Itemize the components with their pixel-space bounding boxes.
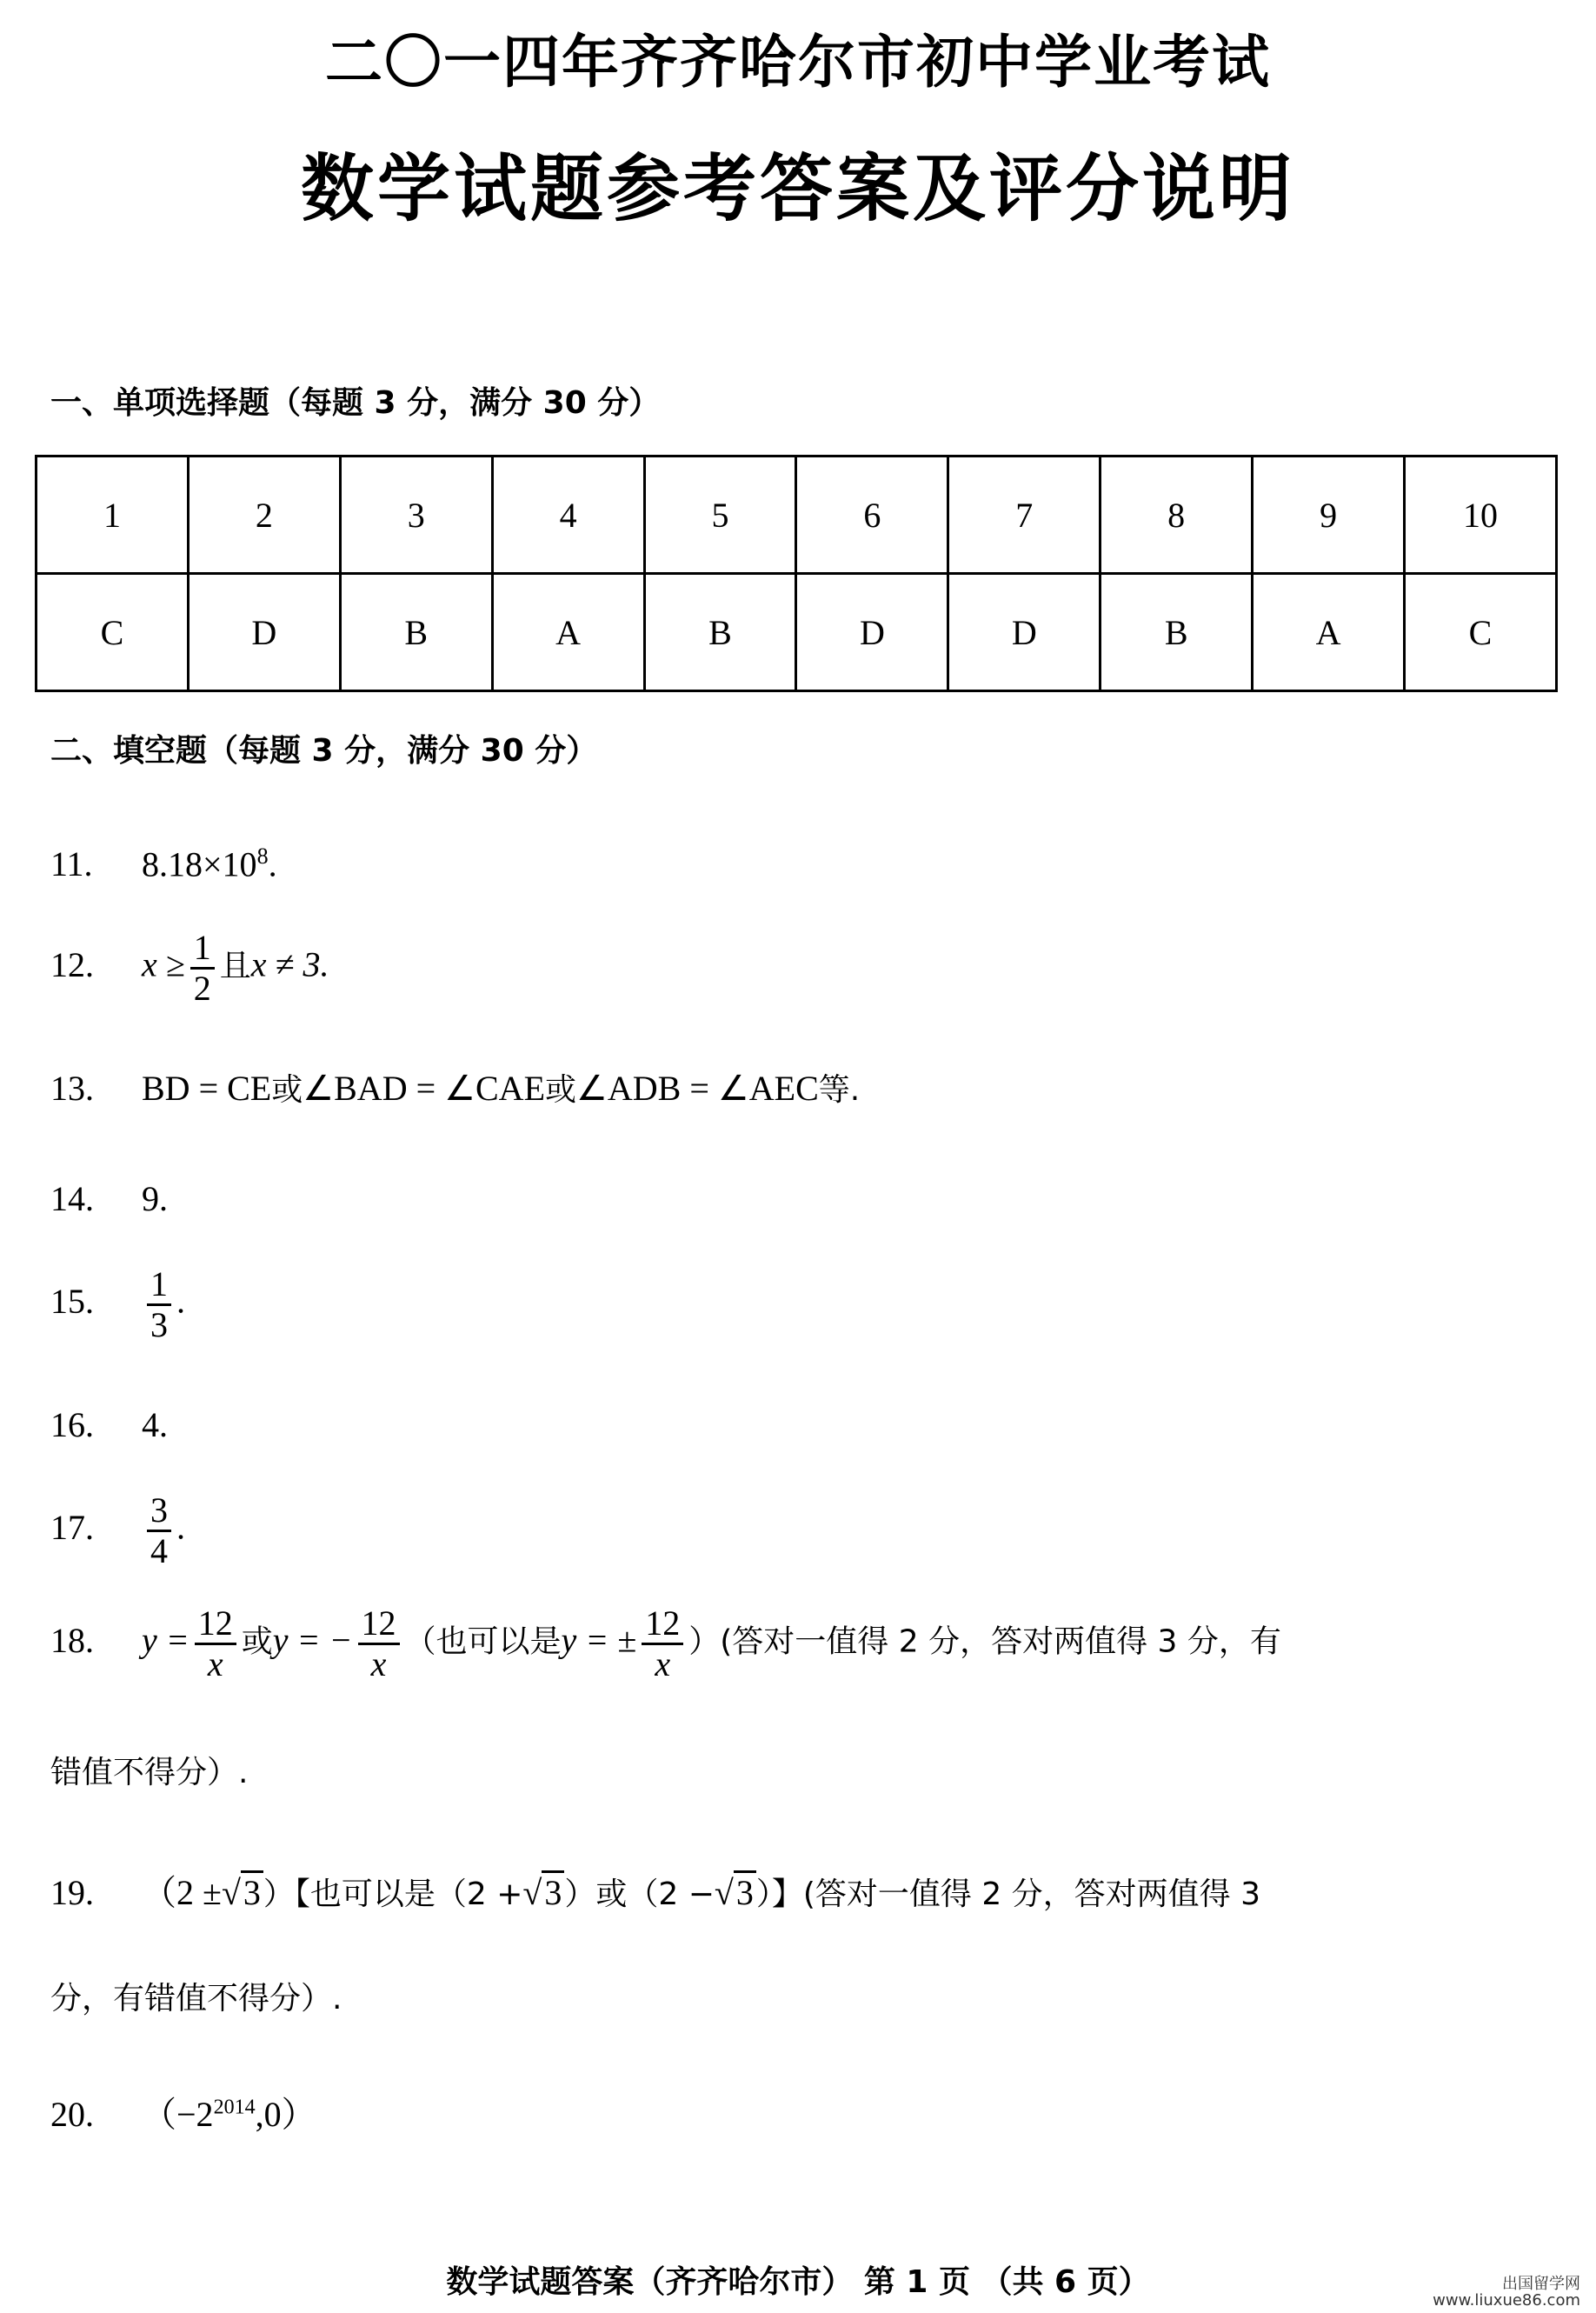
sqrt-radicand: 3 — [241, 1870, 263, 1912]
sqrt-symbol: √ — [714, 1873, 734, 1912]
answer-connector: 或 — [241, 1623, 273, 1660]
fraction-numerator: 1 — [147, 1265, 171, 1306]
answer-text: 4. — [142, 1405, 168, 1444]
fraction-numerator: 12 — [358, 1604, 400, 1645]
table-cell-number: 6 — [796, 457, 948, 574]
answer-end: . — [268, 844, 277, 884]
answer-part-c: ∠ADB = ∠AEC — [576, 1069, 819, 1108]
question-number: 20. — [50, 2095, 94, 2134]
table-cell-answer: C — [1405, 574, 1557, 691]
answer-connector: 或 — [545, 1072, 577, 1108]
answer-18 — [50, 1604, 1281, 1683]
answer-part-b: x ≠ 3. — [250, 944, 329, 984]
fraction-numerator: 12 — [195, 1604, 236, 1645]
sqrt-symbol: √ — [221, 1873, 241, 1912]
answer-note: ）】(答对一值得 2 分，答对两值得 3 — [755, 1876, 1261, 1912]
question-number: 19. — [50, 1873, 94, 1912]
fraction — [195, 1604, 236, 1683]
fraction — [190, 929, 215, 1008]
table-cell-number: 10 — [1405, 457, 1557, 574]
fraction-denominator: x — [655, 1644, 671, 1683]
answer-12 — [50, 929, 329, 1008]
question-number: 13. — [50, 1069, 94, 1108]
fraction — [358, 1604, 400, 1683]
table-cell-number: 1 — [37, 457, 189, 574]
answer-part-a: BD = CE — [142, 1069, 272, 1108]
answer-part-a: x ≥ — [142, 944, 185, 984]
question-number-row — [37, 457, 1557, 574]
section1-heading: 一、单项选择题（每题 3 分，满分 30 分） — [50, 385, 661, 421]
watermark-name: 出国留学网 — [1502, 2275, 1580, 2293]
fraction-denominator: 2 — [193, 969, 211, 1008]
answer-part-b: ∠BAD = ∠CAE — [303, 1069, 545, 1108]
question-number: 18. — [50, 1620, 94, 1660]
answer-expr-1: y = — [142, 1620, 190, 1660]
watermark-url: www.liuxue86.com — [1433, 2290, 1580, 2310]
answer-connector: 且 — [219, 948, 251, 984]
table-cell-answer: A — [492, 574, 644, 691]
answer-connector: 或 — [271, 1072, 303, 1108]
watermark — [1433, 2276, 1580, 2310]
table-cell-answer: B — [644, 574, 796, 691]
table-cell-number: 3 — [340, 457, 492, 574]
page-footer: 数学试题答案（齐齐哈尔市） 第 1 页 （共 6 页） — [446, 2264, 1150, 2300]
answer-note: ）(答对一值得 2 分，答对两值得 3 分，有 — [688, 1623, 1281, 1660]
answer-part-c: ）或（2 − — [564, 1876, 715, 1912]
question-number: 11. — [50, 844, 93, 884]
answer-13 — [50, 1065, 860, 1110]
table-cell-answer: C — [37, 574, 189, 691]
fraction-denominator: x — [207, 1644, 223, 1683]
sqrt-radicand: 3 — [542, 1870, 564, 1912]
fraction-denominator: 3 — [150, 1305, 168, 1344]
document-title: 二〇一四年齐齐哈尔市初中学业考试 — [325, 29, 1271, 96]
table-cell-answer: B — [340, 574, 492, 691]
fraction — [147, 1491, 171, 1570]
table-cell-number: 4 — [492, 457, 644, 574]
answer-part-a: （2 ± — [142, 1873, 222, 1912]
answer-15 — [50, 1265, 185, 1344]
table-cell-answer: A — [1253, 574, 1405, 691]
fraction — [642, 1604, 683, 1683]
answer-end: 等. — [818, 1072, 861, 1108]
fraction-denominator: 4 — [150, 1531, 168, 1570]
section2-heading: 二、填空题（每题 3 分，满分 30 分） — [50, 733, 598, 769]
table-cell-number: 5 — [644, 457, 796, 574]
answer-11 — [50, 843, 277, 884]
answer-19-continued: 分，有错值不得分）. — [50, 1981, 342, 2016]
answer-expr-2: y = − — [272, 1620, 353, 1660]
table-cell-number: 7 — [948, 457, 1101, 574]
answer-part-a: （−2 — [142, 2095, 214, 2134]
answer-expr-3: y = ± — [561, 1620, 637, 1660]
answer-16 — [50, 1404, 168, 1445]
fraction — [147, 1265, 171, 1344]
answer-17 — [50, 1491, 185, 1570]
answer-part-b: ）【也可以是（2 + — [263, 1876, 523, 1912]
table-cell-number: 8 — [1101, 457, 1253, 574]
table-cell-number: 9 — [1253, 457, 1405, 574]
table-cell-answer: D — [796, 574, 948, 691]
answer-18-continued: 错值不得分）. — [50, 1755, 249, 1790]
table-cell-answer: B — [1101, 574, 1253, 691]
answer-part-b: ,0） — [255, 2095, 316, 2134]
fraction-numerator: 3 — [147, 1491, 171, 1532]
sqrt-symbol: √ — [522, 1873, 542, 1912]
answer-end: . — [176, 1507, 185, 1547]
question-number: 12. — [50, 944, 94, 984]
answer-note: （也可以是 — [404, 1623, 562, 1660]
fraction-numerator: 12 — [642, 1604, 683, 1645]
answer-text: 9. — [142, 1179, 168, 1218]
answer-row — [37, 574, 1557, 691]
answer-end: . — [176, 1281, 185, 1321]
answer-14 — [50, 1178, 168, 1219]
answer-20 — [50, 2087, 316, 2136]
question-number: 14. — [50, 1179, 94, 1218]
answer-19 — [50, 1865, 1260, 1915]
answer-exponent: 8 — [256, 843, 269, 869]
question-number: 17. — [50, 1507, 94, 1547]
answer-mantissa: 8.18×10 — [142, 844, 257, 884]
question-number: 15. — [50, 1281, 94, 1321]
fraction-numerator: 1 — [190, 929, 215, 970]
document-subtitle: 数学试题参考答案及评分说明 — [300, 146, 1295, 231]
question-number: 16. — [50, 1405, 94, 1444]
table-cell-answer: D — [188, 574, 340, 691]
answer-table — [35, 455, 1558, 692]
answer-exponent: 2014 — [213, 2096, 256, 2119]
table-cell-answer: D — [948, 574, 1101, 691]
sqrt-radicand: 3 — [734, 1870, 756, 1912]
fraction-denominator: x — [370, 1644, 387, 1683]
table-cell-number: 2 — [188, 457, 340, 574]
